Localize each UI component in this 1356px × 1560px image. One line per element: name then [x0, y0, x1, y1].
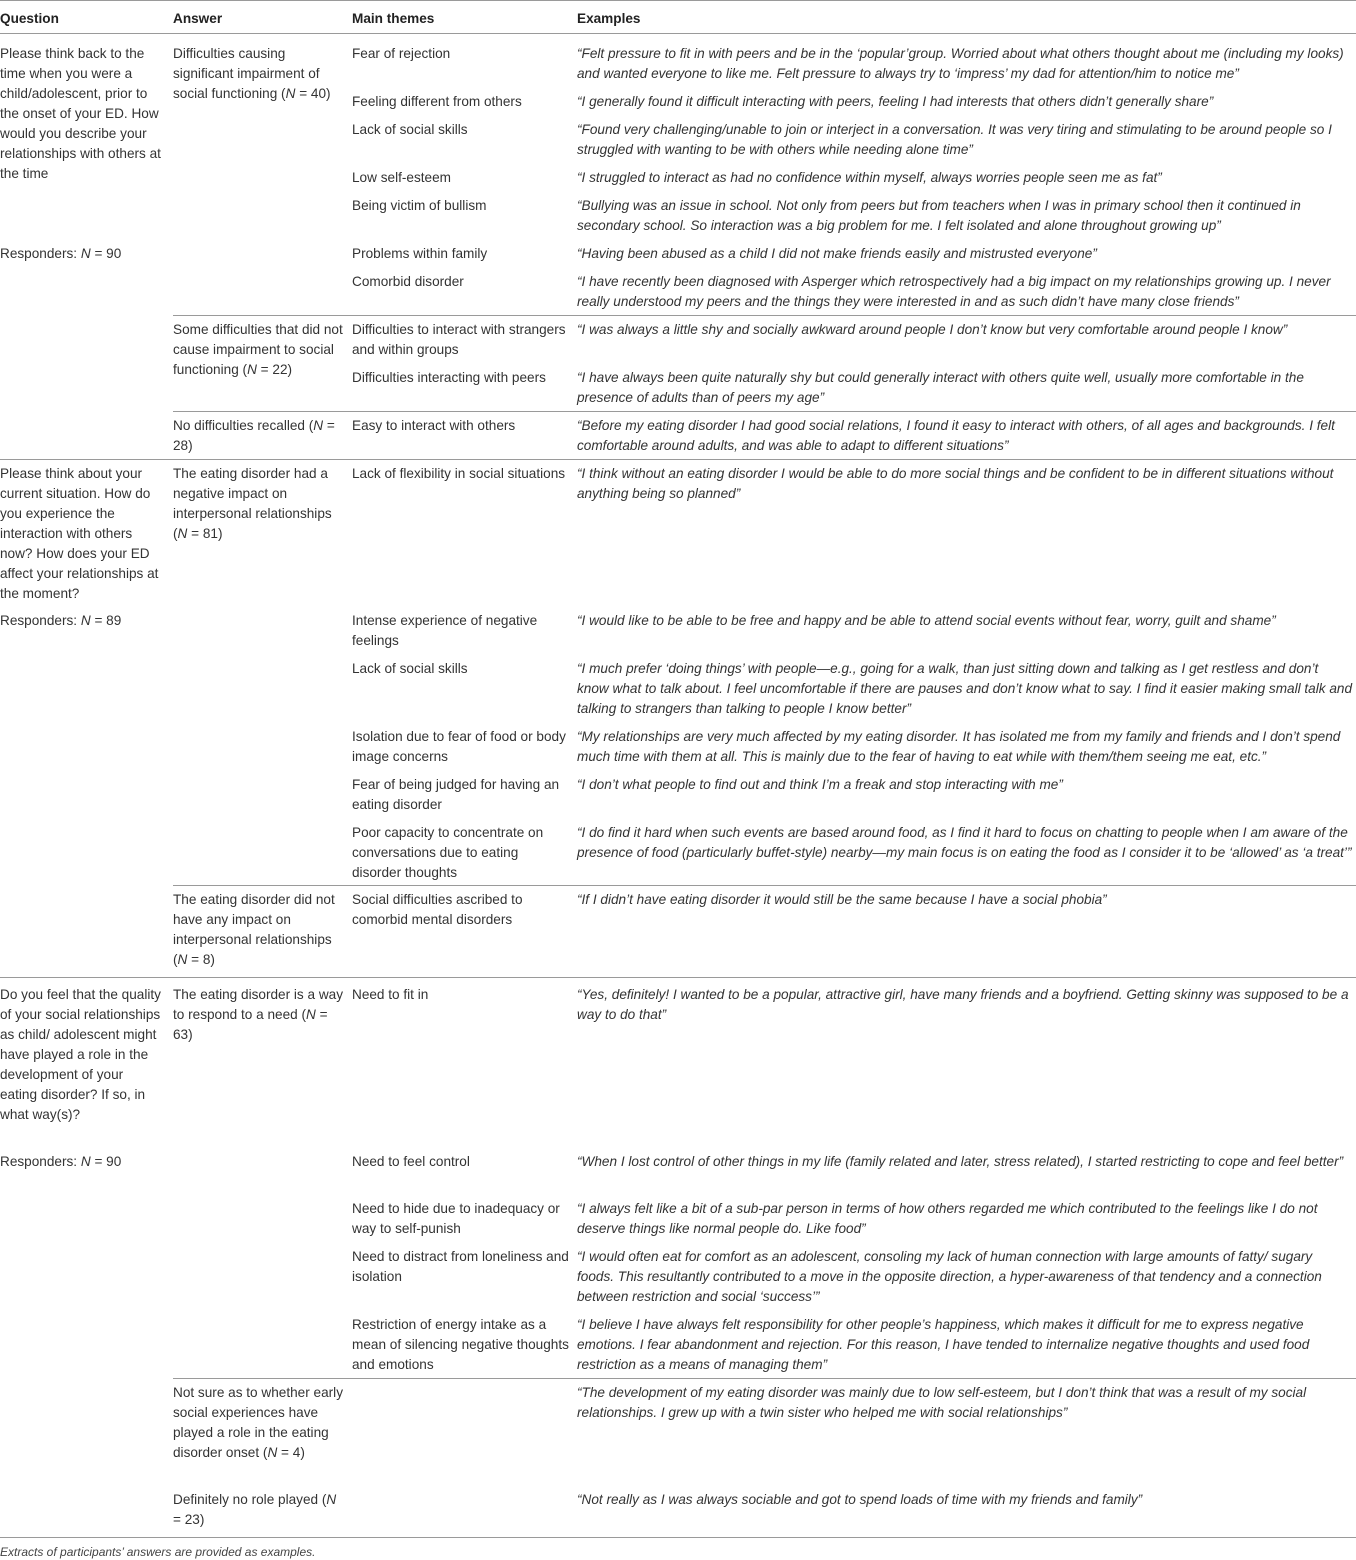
example-2-1: “I think without an eating disorder I would be able to do more social things and be confident to be in different situations without anything being so planned” [577, 466, 1334, 501]
theme-2-2: Intense experience of negative feelings [352, 613, 538, 648]
example-2-7: “If I didn’t have eating disorder it would still be the same because I have a social phobia” [577, 892, 1107, 907]
example-2-3: “I much prefer ‘doing things’ with people—e.g., going for a walk, than just sitting down and talking as I get restless and don’t know what to talk about. I feel uncomfortable if there are pauses and don’t know what to say. I find it easier making small talk and talking to strangers than talking to people I know better” [577, 661, 1353, 716]
example-1-2: “I generally found it difficult interacting with peers, feeling I had interests that others didn’t generally share” [577, 94, 1214, 109]
example-3-7: “Not really as I was always sociable and got to spend loads of time with my friends and family” [577, 1492, 1143, 1507]
example-1-3: “Found very challenging/unable to join or interject in a conversation. It was very tiring and stimulating to be around people so I struggled with wanting to be with others while needing alone time” [577, 122, 1332, 157]
header-themes: Main themes [352, 11, 435, 26]
section-divider [0, 977, 1356, 978]
answer-1-2: Some difficulties that did not cause impairment to social functioning (N = 22) [173, 322, 343, 377]
theme-3-5: Restriction of energy intake as a mean of silencing negative thoughts and emotions [352, 1317, 569, 1372]
example-3-5: “I believe I have always felt responsibility for other people’s happiness, which makes it difficult for me to express negative emotions. I fear abandonment and rejection. For this reason, I have tended to internalize negative thoughts and used food restriction as a means of managing them” [577, 1317, 1310, 1372]
theme-3-2: Need to feel control [352, 1154, 470, 1169]
theme-2-7: Social difficulties ascribed to comorbid mental disorders [352, 892, 523, 927]
answer-3-3: Definitely no role played (N = 23) [173, 1492, 337, 1527]
answer-1-3: No difficulties recalled (N = 28) [173, 418, 335, 453]
header-question: Question [0, 11, 59, 26]
question-3: Do you feel that the quality of your social relationships as child/ adolescent might have played a role in the development of your eating disorder? If so, in what way(s)? [0, 987, 161, 1122]
theme-1-7: Comorbid disorder [352, 274, 464, 289]
example-2-5: “I don’t what people to find out and think I’m a freak and stop interacting with me” [577, 777, 1063, 792]
theme-2-4: Isolation due to fear of food or body image concerns [352, 729, 566, 764]
example-1-6: “Having been abused as a child I did not make friends easily and mistrusted everyone” [577, 246, 1097, 261]
header-answer: Answer [173, 11, 223, 26]
header-examples: Examples [577, 11, 641, 26]
example-1-7: “I have recently been diagnosed with Asperger which retrospectively had a big impact on my relationships growing up. I never really understood my peers and the things they were interested in and as such didn’t have many close friends” [577, 274, 1331, 309]
example-2-6: “I do find it hard when such events are based around food, as I find it hard to focus on chatting to people when I am aware of the presence of food (particularly buffet-style) nearby—my main focus is on eating the food as I consider it to be ‘allowed’ as ‘a treat’” [577, 825, 1352, 860]
example-2-4: “My relationships are very much affected by my eating disorder. It has isolated me from my family and friends and I don’t spend much time with them at all. This is mainly due to the fear of having to eat while with them/them seeing me eat, etc.” [577, 729, 1341, 764]
theme-1-5: Being victim of bullism [352, 198, 487, 213]
table-footnote: Extracts of participants’ answers are provided as examples. [0, 1545, 316, 1559]
theme-1-4: Low self-esteem [352, 170, 451, 185]
example-1-4: “I struggled to interact as had no confidence within myself, always worries people seen me as fat” [577, 170, 1162, 185]
example-1-9: “I have always been quite naturally shy but could generally interact with others quite well, usually more comfortable in the presence of adults than of peers my age” [577, 370, 1304, 405]
theme-1-10: Easy to interact with others [352, 418, 516, 433]
theme-2-3: Lack of social skills [352, 661, 468, 676]
row-divider [173, 315, 1356, 316]
section-divider [0, 459, 1356, 460]
responders-2: Responders: N = 89 [0, 613, 122, 628]
theme-1-9: Difficulties interacting with peers [352, 370, 546, 385]
table-header [0, 0, 1356, 34]
theme-3-1: Need to fit in [352, 987, 429, 1002]
theme-2-5: Fear of being judged for having an eating disorder [352, 777, 560, 812]
example-3-2: “When I lost control of other things in my life (family related and later, stress related), I started restricting to cope and feel better” [577, 1154, 1344, 1169]
example-3-4: “I would often eat for comfort as an adolescent, consoling my lack of human connection with large amounts of fatty/ sugary foods. This resultantly contributed to a move in the opposite direction, a hyper-awareness of that tendency and a connection between restriction and social ‘success’” [577, 1249, 1322, 1304]
theme-3-4: Need to distract from loneliness and isolation [352, 1249, 569, 1284]
question-2: Please think about your current situation. How do you experience the interaction with others now? How does your ED affect your relationships at the moment? [0, 466, 159, 601]
table-bottom-rule [0, 1537, 1356, 1538]
question-1: Please think back to the time when you were a child/adolescent, prior to the onset of your ED. How would you describe your relationships with others at the time [0, 46, 161, 181]
example-1-10: “Before my eating disorder I had good social relations, I found it easy to interact with others, of all ages and backgrounds. I felt comfortable around adults, and was able to adapt to different situations” [577, 418, 1335, 453]
theme-1-6: Problems within family [352, 246, 488, 261]
answer-3-1: The eating disorder is a way to respond to a need (N = 63) [173, 987, 344, 1042]
example-2-2: “I would like to be able to be free and happy and be able to attend social events without fear, worry, guilt and shame” [577, 613, 1276, 628]
row-divider [173, 411, 1356, 412]
row-divider [173, 885, 1356, 886]
theme-3-3: Need to hide due to inadequacy or way to self-punish [352, 1201, 560, 1236]
answer-3-2: Not sure as to whether early social experiences have played a role in the eating disorder onset (N = 4) [173, 1385, 344, 1460]
answer-2-2: The eating disorder did not have any impact on interpersonal relationships (N = 8) [173, 892, 335, 967]
answer-2-1: The eating disorder had a negative impact on interpersonal relationships (N = 81) [173, 466, 332, 541]
example-3-1: “Yes, definitely! I wanted to be a popular, attractive girl, have many friends and a boyfriend. Getting skinny was supposed to be a way to do that” [577, 987, 1349, 1022]
theme-1-8: Difficulties to interact with strangers and within groups [352, 322, 566, 357]
example-1-8: “I was always a little shy and socially awkward around people I don’t know but very comfortable around people I know” [577, 322, 1288, 337]
theme-1-3: Lack of social skills [352, 122, 468, 137]
theme-2-1: Lack of flexibility in social situations [352, 466, 566, 481]
example-1-5: “Bullying was an issue in school. Not only from peers but from teachers when I was in primary school then it continued in secondary school. So interaction was a big problem for me. I felt isolated and alone throughout growing up” [577, 198, 1301, 233]
theme-2-6: Poor capacity to concentrate on conversations due to eating disorder thoughts [352, 825, 544, 880]
responders-1: Responders: N = 90 [0, 246, 122, 261]
example-3-3: “I always felt like a bit of a sub-par person in terms of how others regarded me which contributed to the feelings like I do not deserve things like normal people do. Like food” [577, 1201, 1318, 1236]
row-divider [173, 1378, 1356, 1379]
example-3-6: “The development of my eating disorder was mainly due to low self-esteem, but I don’t think that was a result of my social relationships. I grew up with a twin sister who helped me with social relationships” [577, 1385, 1307, 1420]
theme-1-2: Feeling different from others [352, 94, 522, 109]
responders-3: Responders: N = 90 [0, 1154, 122, 1169]
answer-1-1: Difficulties causing significant impairment of social functioning (N = 40) [173, 46, 331, 101]
theme-1-1: Fear of rejection [352, 46, 451, 61]
example-1-1: “Felt pressure to fit in with peers and be in the ‘popular’group. Worried about what others thought about me (including my looks) and wanted everyone to like me. Felt pressure to always try to ‘impress’ my dad for attention/him to notice me” [577, 46, 1344, 81]
